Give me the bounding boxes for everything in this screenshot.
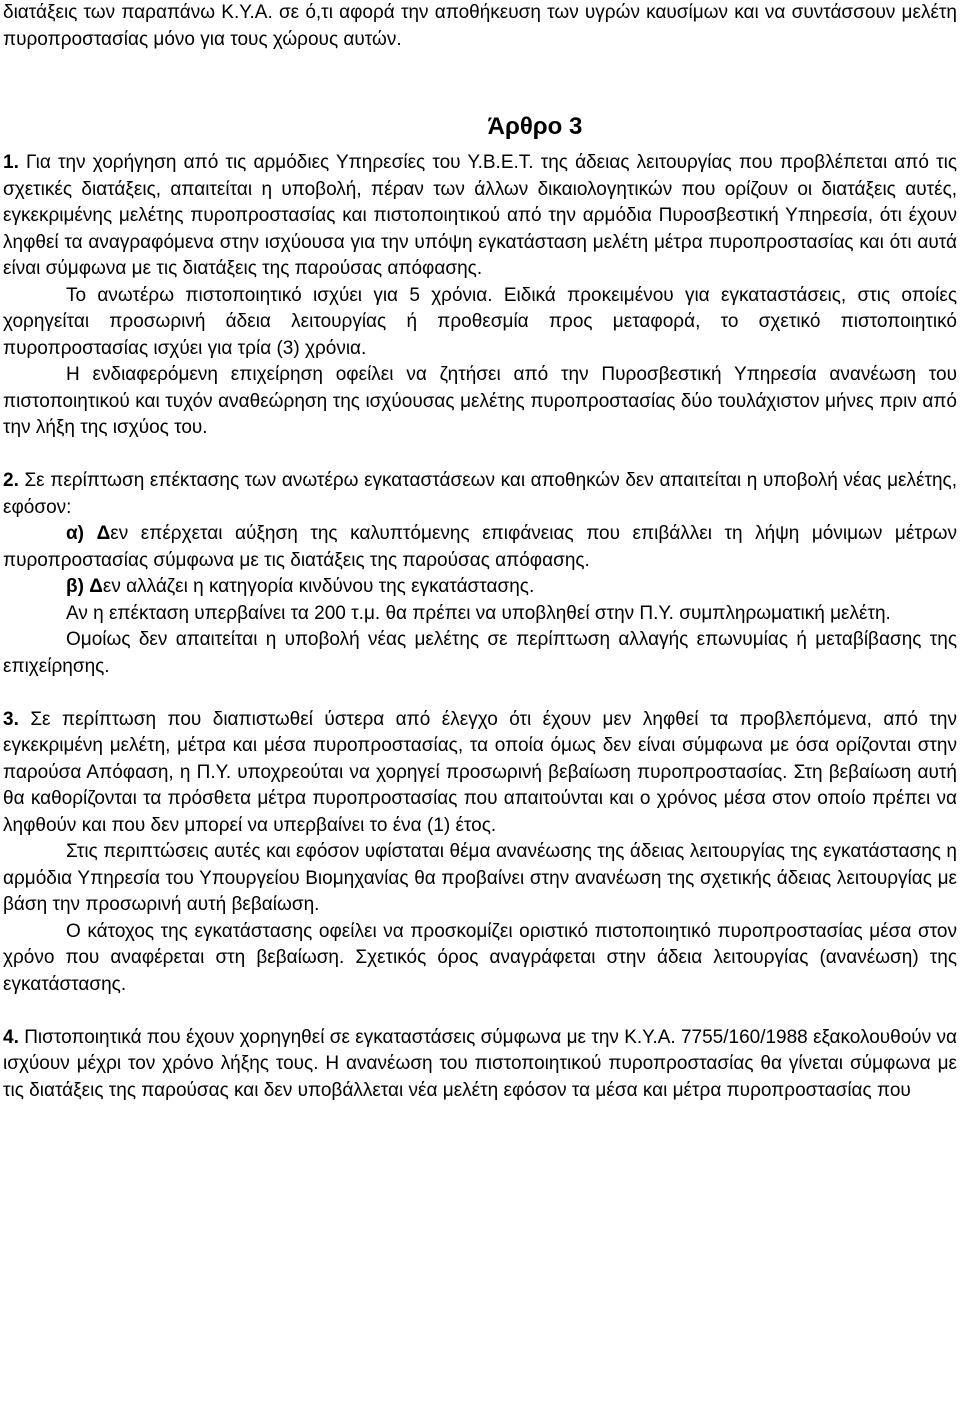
section-1-paragraph-3: Η ενδιαφερόμενη επιχείρηση οφείλει να ζητήσει από την Πυροσβεστική Υπηρεσία ανανέωση του πιστοποιητικού και τυχόν αναθεώρηση της ισχύουσας μελέτης πυροπροστασίας δύο τουλάχιστον μήνες πριν από την λήξη της ισχύος του.	[3, 364, 957, 438]
section-4-text: Πιστοποιητικά που έχουν χορηγηθεί σε εγκαταστάσεις σύμφωνα με την Κ.Υ.Α. 7755/160/1988 εξακολουθούν να ισχύουν μέχρι τον χρόνο λήξης τους. Η ανανέωση του πιστοποιητικού πυροπροστασίας θα γίνεται σύμφωνα με τις διατάξεις της παρούσας και δεν υποβάλλεται νέα μελέτη εφόσον τα μέσα και μέτρα πυροπροστασίας που	[3, 1026, 957, 1101]
section-4-number: 4.	[3, 1026, 19, 1048]
item-b-text: εν αλλάζει η κατηγορία κινδύνου της εγκατάστασης.	[102, 576, 535, 597]
section-3-paragraph-2: Στις περιπτώσεις αυτές και εφόσον υφίσταται θέμα ανανέωσης της άδειας λειτουργίας της εγκατάστασης η αρμόδια Υπηρεσία του Υπουργείου Βιομηχανίας θα προβαίνει στην ανανέωση της σχετικής άδειας λειτουργίας με βάση την προσωρινή αυτή βεβαίωση.	[3, 841, 957, 915]
section-2-item-a	[3, 521, 957, 574]
section-2-paragraph-3: Ομοίως δεν απαιτείται η υποβολή νέας μελέτης σε περίπτωση αλλαγής επωνυμίας ή μεταβίβασης της επιχείρησης.	[3, 629, 957, 677]
item-a-label: α)	[66, 523, 85, 544]
section-3-paragraph-1	[3, 707, 957, 840]
spacer	[3, 442, 957, 469]
spacer	[3, 998, 957, 1025]
article-title: Άρθρο 3	[487, 113, 583, 140]
item-b-lead: Δ	[89, 576, 103, 597]
section-3-text: Σε περίπτωση που διαπιστωθεί ύστερα από έλεγχο ότι έχουν μεν ληφθεί τα προβλεπόμενα, από την εγκεκριμένη μελέτη, μέτρα και μέσα πυροπροστασίας, τα οποία όμως δεν είναι σύμφωνα με όσα ορίζονται στην παρούσα Απόφαση, η Π.Υ. υποχρεούται να χορηγεί προσωρινή βεβαίωση πυροπροστασίας. Στη βεβαίωση αυτή θα καθορίζονται τα πρόσθετα μέτρα πυροπροστασίας που απαιτούνται και ο χρόνος μέσα στον οποίο πρέπει να ληφθούν και που δεν μπορεί να υπερβαίνει το ένα (1) έτος.	[3, 708, 957, 836]
spacer	[3, 680, 957, 707]
section-2-text: Σε περίπτωση επέκτασης των ανωτέρω εγκαταστάσεων και αποθηκών δεν απαιτείται η υποβολή νέας μελέτης, εφόσον:	[3, 470, 957, 518]
section-2-item-b	[3, 574, 957, 601]
item-a-text: εν επέρχεται αύξηση της καλυπτόμενης επιφάνειας που επιβάλλει τη λήψη μόνιμων μέτρων πυροπροστασίας σύμφωνα με τις διατάξεις της παρούσας απόφασης.	[3, 523, 957, 571]
section-1-paragraph-2: Το ανωτέρω πιστοποιητικό ισχύει για 5 χρόνια. Ειδικά προκειμένου για εγκαταστάσεις, στις οποίες χορηγείται προσωρινή άδεια λειτουργίας ή προθεσμία προς μεταφορά, το σχετικό πιστοποιητικό πυροπροστασίας ισχύει για τρία (3) χρόνια.	[3, 284, 957, 359]
section-3-paragraph-3: Ο κάτοχος της εγκατάστασης οφείλει να προσκομίζει οριστικό πιστοποιητικό πυροπροστασίας μέσα στον χρόνο που αναφέρεται στη βεβαίωση. Σχετικός όρος αναγράφεται στην άδεια λειτουργίας (ανανέωση) της εγκατάστασης.	[3, 920, 957, 995]
section-1-text: Για την χορήγηση από τις αρμόδιες Υπηρεσίες του Υ.Β.Ε.Τ. της άδειας λειτουργίας που προβλέπεται από τις σχετικές διατάξεις, απαιτείται η υποβολή, πέραν των άλλων δικαιολογητικών που ορίζουν οι διατάξεις αυτές, εγκεκριμένης μελέτης πυροπροστασίας και πιστοποιητικού από την αρμόδια Πυροσβεστική Υπηρεσία, ότι έχουν ληφθεί τα αναγραφόμενα στην ισχύουσα για την υπόψη εγκατάσταση μελέτη μέτρα πυροπροστασίας και ότι αυτά είναι σύμφωνα με τις διατάξεις της παρούσας απόφασης.	[3, 152, 957, 279]
section-2-paragraph-1	[3, 468, 957, 521]
item-b-label: β)	[66, 576, 84, 597]
intro-paragraph: διατάξεις των παραπάνω Κ.Υ.Α. σε ό,τι αφορά την αποθήκευση των υγρών καυσίμων και να συντάσσουν μελέτη πυροπροστασίας μόνο για τους χώρους αυτών.	[3, 2, 957, 50]
section-1-number: 1.	[3, 152, 19, 173]
section-2-number: 2.	[3, 470, 19, 491]
document-page	[3, 0, 957, 1104]
section-4-paragraph-1	[3, 1025, 957, 1105]
section-1-paragraph-1	[3, 150, 957, 283]
item-a-lead: Δ	[96, 523, 111, 544]
section-3-number: 3.	[3, 708, 19, 730]
spacer	[3, 53, 957, 106]
section-2-paragraph-2: Αν η επέκταση υπερβαίνει τα 200 τ.μ. θα πρέπει να υποβληθεί στην Π.Υ. συμπληρωματική μελέτη.	[66, 602, 891, 624]
